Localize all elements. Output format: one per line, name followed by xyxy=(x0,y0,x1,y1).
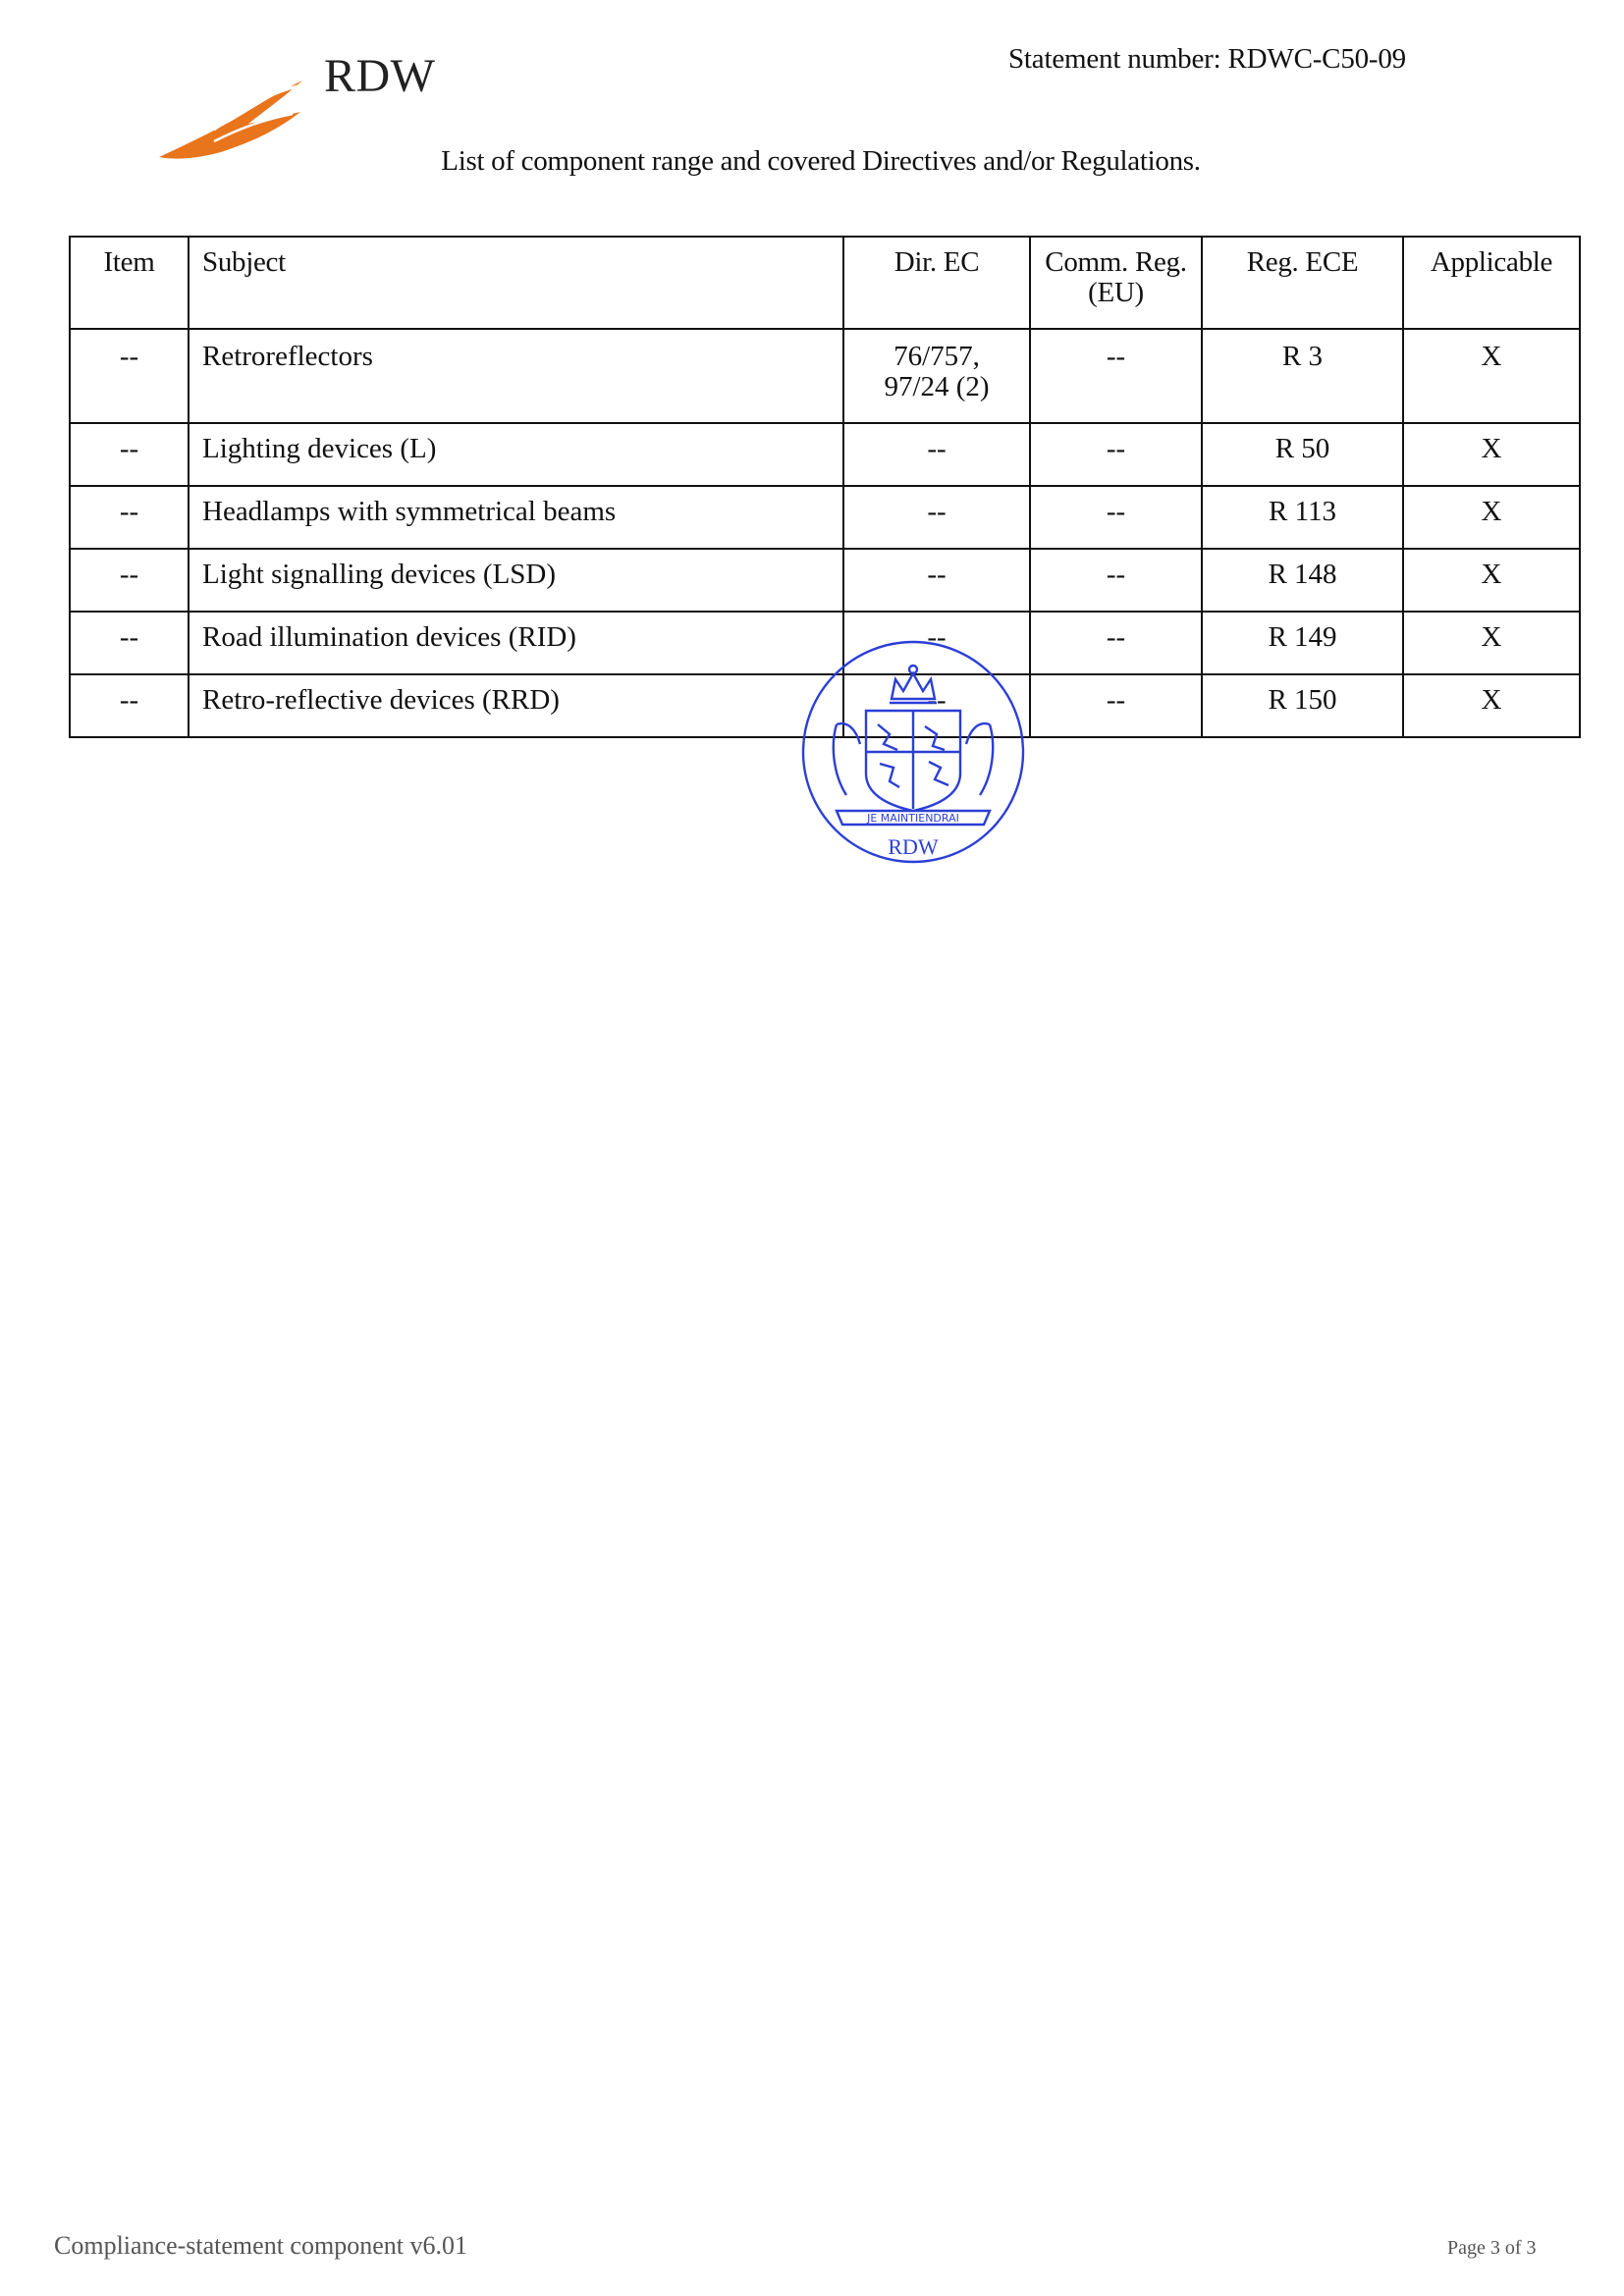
footer-version: Compliance-statement component v6.01 xyxy=(54,2231,467,2260)
logo-text: RDW xyxy=(324,50,436,102)
cell-reg-ece: R 50 xyxy=(1202,423,1403,486)
header-dir-ec: Dir. EC xyxy=(843,237,1030,329)
cell-comm-reg: -- xyxy=(1030,423,1202,486)
seal-label: RDW xyxy=(888,834,939,859)
cell-reg-ece: R 149 xyxy=(1202,612,1403,674)
cell-reg-ece: R 150 xyxy=(1202,674,1403,737)
cell-comm-reg: -- xyxy=(1030,549,1202,612)
table-header-row xyxy=(70,237,1580,329)
cell-item: -- xyxy=(70,486,189,549)
dir-ec-line: 76/757, xyxy=(893,341,980,372)
cell-comm-reg: -- xyxy=(1030,674,1202,737)
cell-dir-ec: -- xyxy=(843,674,1030,737)
cell-dir-ec: -- xyxy=(843,612,1030,674)
cell-subject: Light signalling devices (LSD) xyxy=(189,549,843,612)
cell-dir-ec: -- xyxy=(843,423,1030,486)
cell-item: -- xyxy=(70,423,189,486)
header-subject: Subject xyxy=(189,237,843,329)
footer-page-number: Page 3 of 3 xyxy=(1447,2237,1537,2259)
cell-item: -- xyxy=(70,674,189,737)
statement-number: Statement number: RDWC-C50-09 xyxy=(1008,43,1406,75)
dir-ec-line: 97/24 (2) xyxy=(884,371,990,402)
cell-reg-ece: R 113 xyxy=(1202,486,1403,549)
cell-dir-ec xyxy=(843,329,1030,423)
header-item: Item xyxy=(70,237,189,329)
cell-subject: Retro-reflective devices (RRD) xyxy=(189,674,843,737)
cell-applicable: X xyxy=(1403,674,1580,737)
header-applicable: Applicable xyxy=(1403,237,1580,329)
cell-subject: Road illumination devices (RID) xyxy=(189,612,843,674)
cell-reg-ece: R 3 xyxy=(1202,329,1403,423)
cell-dir-ec: -- xyxy=(843,486,1030,549)
cell-applicable: X xyxy=(1403,486,1580,549)
cell-dir-ec: -- xyxy=(843,549,1030,612)
cell-comm-reg: -- xyxy=(1030,329,1202,423)
cell-reg-ece: R 148 xyxy=(1202,549,1403,612)
cell-subject: Lighting devices (L) xyxy=(189,423,843,486)
cell-subject: Headlamps with symmetrical beams xyxy=(189,486,843,549)
cell-comm-reg: -- xyxy=(1030,612,1202,674)
table-row xyxy=(70,423,1580,486)
seal-motto: JE MAINTIENDRAI xyxy=(867,812,959,825)
header-reg-ece: Reg. ECE xyxy=(1202,237,1403,329)
cell-item: -- xyxy=(70,329,189,423)
cell-applicable: X xyxy=(1403,549,1580,612)
header-comm-reg: Comm. Reg. (EU) xyxy=(1030,237,1202,329)
document-title: List of component range and covered Directives and/or Regulations. xyxy=(441,145,1201,177)
cell-applicable: X xyxy=(1403,423,1580,486)
cell-item: -- xyxy=(70,549,189,612)
cell-applicable: X xyxy=(1403,612,1580,674)
cell-applicable: X xyxy=(1403,329,1580,423)
table-row xyxy=(70,486,1580,549)
table-row xyxy=(70,549,1580,612)
cell-subject: Retroreflectors xyxy=(189,329,843,423)
table-row xyxy=(70,329,1580,423)
rdw-seal-stamp-icon xyxy=(797,636,1029,868)
cell-item: -- xyxy=(70,612,189,674)
cell-comm-reg: -- xyxy=(1030,486,1202,549)
